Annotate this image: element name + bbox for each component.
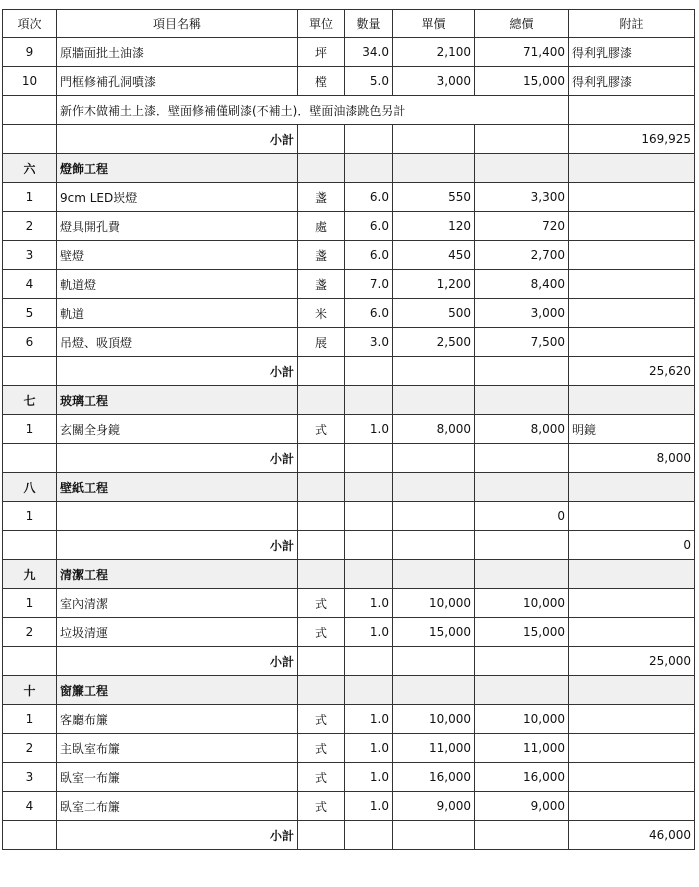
item-price: 9,000 xyxy=(393,792,475,821)
item-unit: 式 xyxy=(298,618,345,647)
header-price: 單價 xyxy=(393,10,475,38)
header-note: 附註 xyxy=(569,10,695,38)
item-total: 0 xyxy=(475,502,569,531)
item-total: 15,000 xyxy=(475,67,569,96)
item-no: 1 xyxy=(3,589,57,618)
item-name: 軌道 xyxy=(57,299,298,328)
notes-text: 新作木做補土上漆．壁面修補僅刷漆(不補土)．壁面油漆跳色另計 xyxy=(57,96,569,125)
item-name: 臥室二布簾 xyxy=(57,792,298,821)
item-name: 9cm LED崁燈 xyxy=(57,183,298,212)
item-note xyxy=(569,589,695,618)
item-total: 8,000 xyxy=(475,415,569,444)
item-note xyxy=(569,763,695,792)
item-note xyxy=(569,212,695,241)
item-qty: 1.0 xyxy=(345,415,393,444)
subtotal-row xyxy=(3,357,695,386)
item-qty: 6.0 xyxy=(345,299,393,328)
empty-cell xyxy=(475,531,569,560)
item-note xyxy=(569,328,695,357)
item-no: 1 xyxy=(3,415,57,444)
empty-cell xyxy=(475,647,569,676)
subtotal-label: 小計 xyxy=(57,444,298,473)
section-row xyxy=(3,676,695,705)
subtotal-value: 0 xyxy=(569,531,695,560)
table-row xyxy=(3,183,695,212)
item-total: 10,000 xyxy=(475,589,569,618)
item-unit: 式 xyxy=(298,705,345,734)
section-no: 十 xyxy=(3,676,57,705)
empty-cell xyxy=(298,531,345,560)
item-qty: 1.0 xyxy=(345,792,393,821)
subtotal-row xyxy=(3,125,695,154)
subtotal-value: 25,620 xyxy=(569,357,695,386)
item-qty: 1.0 xyxy=(345,763,393,792)
empty-cell xyxy=(345,154,393,183)
item-unit: 式 xyxy=(298,589,345,618)
item-note xyxy=(569,502,695,531)
item-no: 4 xyxy=(3,270,57,299)
item-unit xyxy=(298,502,345,531)
item-note xyxy=(569,734,695,763)
item-price: 10,000 xyxy=(393,589,475,618)
empty-cell xyxy=(569,154,695,183)
item-price: 10,000 xyxy=(393,705,475,734)
section-title: 壁紙工程 xyxy=(57,473,298,502)
item-unit: 盞 xyxy=(298,270,345,299)
subtotal-label: 小計 xyxy=(57,821,298,850)
item-name: 原牆面批土油漆 xyxy=(57,38,298,67)
empty-cell xyxy=(345,386,393,415)
item-name: 主臥室布簾 xyxy=(57,734,298,763)
item-no: 4 xyxy=(3,792,57,821)
table-body xyxy=(3,38,695,850)
item-qty: 1.0 xyxy=(345,589,393,618)
empty-cell xyxy=(393,386,475,415)
item-note xyxy=(569,270,695,299)
table-row xyxy=(3,734,695,763)
section-title: 燈飾工程 xyxy=(57,154,298,183)
item-no: 5 xyxy=(3,299,57,328)
table-row xyxy=(3,270,695,299)
empty-cell xyxy=(345,821,393,850)
empty-cell xyxy=(393,444,475,473)
item-no: 10 xyxy=(3,67,57,96)
empty-cell xyxy=(298,357,345,386)
item-name: 玄關全身鏡 xyxy=(57,415,298,444)
item-total: 3,300 xyxy=(475,183,569,212)
item-no: 2 xyxy=(3,734,57,763)
item-no: 3 xyxy=(3,763,57,792)
empty-cell xyxy=(393,473,475,502)
item-note xyxy=(569,792,695,821)
item-total: 7,500 xyxy=(475,328,569,357)
empty-cell xyxy=(393,560,475,589)
section-row xyxy=(3,473,695,502)
item-total: 9,000 xyxy=(475,792,569,821)
item-name: 壁燈 xyxy=(57,241,298,270)
empty-cell xyxy=(475,125,569,154)
item-name: 門框修補孔洞噴漆 xyxy=(57,67,298,96)
header-row xyxy=(3,10,695,38)
item-price: 15,000 xyxy=(393,618,475,647)
item-unit: 式 xyxy=(298,763,345,792)
item-note: 得利乳膠漆 xyxy=(569,67,695,96)
table-row xyxy=(3,618,695,647)
table-row xyxy=(3,792,695,821)
item-name: 軌道燈 xyxy=(57,270,298,299)
subtotal-value: 8,000 xyxy=(569,444,695,473)
item-no: 1 xyxy=(3,502,57,531)
item-qty: 34.0 xyxy=(345,38,393,67)
table-row xyxy=(3,502,695,531)
item-price: 11,000 xyxy=(393,734,475,763)
item-total: 8,400 xyxy=(475,270,569,299)
section-no: 六 xyxy=(3,154,57,183)
subtotal-value: 25,000 xyxy=(569,647,695,676)
item-unit: 盞 xyxy=(298,241,345,270)
item-no: 3 xyxy=(3,241,57,270)
item-unit: 式 xyxy=(298,415,345,444)
header-total: 總價 xyxy=(475,10,569,38)
section-no: 七 xyxy=(3,386,57,415)
item-price: 500 xyxy=(393,299,475,328)
section-title: 清潔工程 xyxy=(57,560,298,589)
empty-cell xyxy=(298,473,345,502)
table-row xyxy=(3,763,695,792)
empty-cell xyxy=(298,154,345,183)
item-qty: 6.0 xyxy=(345,241,393,270)
item-unit: 式 xyxy=(298,734,345,763)
item-unit: 樘 xyxy=(298,67,345,96)
empty-cell xyxy=(345,444,393,473)
empty-cell xyxy=(345,531,393,560)
empty-cell xyxy=(3,357,57,386)
empty-cell xyxy=(345,560,393,589)
item-qty: 3.0 xyxy=(345,328,393,357)
empty-cell xyxy=(345,473,393,502)
notes-row xyxy=(3,96,695,125)
item-name: 吊燈、吸頂燈 xyxy=(57,328,298,357)
table-row xyxy=(3,415,695,444)
header-name: 項目名稱 xyxy=(57,10,298,38)
item-price: 550 xyxy=(393,183,475,212)
item-note: 明鏡 xyxy=(569,415,695,444)
item-unit: 展 xyxy=(298,328,345,357)
item-total: 16,000 xyxy=(475,763,569,792)
table-row xyxy=(3,299,695,328)
item-no: 1 xyxy=(3,705,57,734)
item-qty: 6.0 xyxy=(345,212,393,241)
item-price: 16,000 xyxy=(393,763,475,792)
item-no: 2 xyxy=(3,212,57,241)
subtotal-label: 小計 xyxy=(57,531,298,560)
item-total: 71,400 xyxy=(475,38,569,67)
empty-cell xyxy=(393,125,475,154)
item-note xyxy=(569,183,695,212)
item-price: 1,200 xyxy=(393,270,475,299)
empty-cell xyxy=(569,473,695,502)
subtotal-row xyxy=(3,647,695,676)
empty-cell xyxy=(393,676,475,705)
table-row xyxy=(3,67,695,96)
item-name: 臥室一布簾 xyxy=(57,763,298,792)
item-total: 11,000 xyxy=(475,734,569,763)
item-total: 2,700 xyxy=(475,241,569,270)
empty-cell xyxy=(475,821,569,850)
item-no: 2 xyxy=(3,618,57,647)
subtotal-value: 169,925 xyxy=(569,125,695,154)
empty-cell xyxy=(3,531,57,560)
item-no: 9 xyxy=(3,38,57,67)
item-price: 450 xyxy=(393,241,475,270)
empty-cell xyxy=(345,647,393,676)
item-note xyxy=(569,705,695,734)
table-row xyxy=(3,241,695,270)
item-note: 得利乳膠漆 xyxy=(569,38,695,67)
item-note xyxy=(569,618,695,647)
section-row xyxy=(3,154,695,183)
empty-cell xyxy=(475,560,569,589)
subtotal-label: 小計 xyxy=(57,357,298,386)
empty-cell xyxy=(569,96,695,125)
quotation-table xyxy=(2,9,695,850)
table-row xyxy=(3,705,695,734)
item-name: 垃圾清運 xyxy=(57,618,298,647)
empty-cell xyxy=(345,357,393,386)
header-unit: 單位 xyxy=(298,10,345,38)
item-name xyxy=(57,502,298,531)
item-price xyxy=(393,502,475,531)
empty-cell xyxy=(475,444,569,473)
item-name: 燈具開孔費 xyxy=(57,212,298,241)
item-price: 2,500 xyxy=(393,328,475,357)
item-qty: 1.0 xyxy=(345,734,393,763)
empty-cell xyxy=(3,444,57,473)
item-qty: 5.0 xyxy=(345,67,393,96)
item-total: 3,000 xyxy=(475,299,569,328)
item-unit: 處 xyxy=(298,212,345,241)
empty-cell xyxy=(298,676,345,705)
empty-cell xyxy=(569,560,695,589)
section-row xyxy=(3,386,695,415)
item-unit: 盞 xyxy=(298,183,345,212)
section-title: 玻璃工程 xyxy=(57,386,298,415)
table-row xyxy=(3,212,695,241)
item-name: 室內清潔 xyxy=(57,589,298,618)
item-unit: 米 xyxy=(298,299,345,328)
item-price: 2,100 xyxy=(393,38,475,67)
item-qty: 1.0 xyxy=(345,705,393,734)
item-price: 120 xyxy=(393,212,475,241)
empty-cell xyxy=(393,647,475,676)
section-title: 窗簾工程 xyxy=(57,676,298,705)
empty-cell xyxy=(3,821,57,850)
empty-cell xyxy=(298,821,345,850)
item-total: 720 xyxy=(475,212,569,241)
empty-cell xyxy=(393,357,475,386)
empty-cell xyxy=(3,96,57,125)
item-note xyxy=(569,241,695,270)
item-total: 15,000 xyxy=(475,618,569,647)
header-qty: 數量 xyxy=(345,10,393,38)
item-qty: 7.0 xyxy=(345,270,393,299)
subtotal-value: 46,000 xyxy=(569,821,695,850)
empty-cell xyxy=(393,821,475,850)
empty-cell xyxy=(298,560,345,589)
empty-cell xyxy=(393,154,475,183)
item-total: 10,000 xyxy=(475,705,569,734)
empty-cell xyxy=(475,154,569,183)
table-row xyxy=(3,38,695,67)
section-row xyxy=(3,560,695,589)
empty-cell xyxy=(475,676,569,705)
subtotal-row xyxy=(3,531,695,560)
empty-cell xyxy=(393,531,475,560)
empty-cell xyxy=(3,647,57,676)
empty-cell xyxy=(298,125,345,154)
section-no: 九 xyxy=(3,560,57,589)
empty-cell xyxy=(569,386,695,415)
empty-cell xyxy=(569,676,695,705)
item-name: 客廳布簾 xyxy=(57,705,298,734)
table-row xyxy=(3,589,695,618)
empty-cell xyxy=(475,473,569,502)
item-no: 1 xyxy=(3,183,57,212)
table-row xyxy=(3,328,695,357)
empty-cell xyxy=(298,647,345,676)
empty-cell xyxy=(3,125,57,154)
subtotal-label: 小計 xyxy=(57,125,298,154)
section-no: 八 xyxy=(3,473,57,502)
empty-cell xyxy=(475,357,569,386)
item-qty: 1.0 xyxy=(345,618,393,647)
item-note xyxy=(569,299,695,328)
empty-cell xyxy=(475,386,569,415)
empty-cell xyxy=(298,444,345,473)
item-unit: 式 xyxy=(298,792,345,821)
subtotal-row xyxy=(3,444,695,473)
item-qty xyxy=(345,502,393,531)
item-price: 8,000 xyxy=(393,415,475,444)
item-price: 3,000 xyxy=(393,67,475,96)
header-no: 項次 xyxy=(3,10,57,38)
item-unit: 坪 xyxy=(298,38,345,67)
empty-cell xyxy=(345,676,393,705)
subtotal-label: 小計 xyxy=(57,647,298,676)
item-no: 6 xyxy=(3,328,57,357)
empty-cell xyxy=(345,125,393,154)
subtotal-row xyxy=(3,821,695,850)
item-qty: 6.0 xyxy=(345,183,393,212)
empty-cell xyxy=(298,386,345,415)
